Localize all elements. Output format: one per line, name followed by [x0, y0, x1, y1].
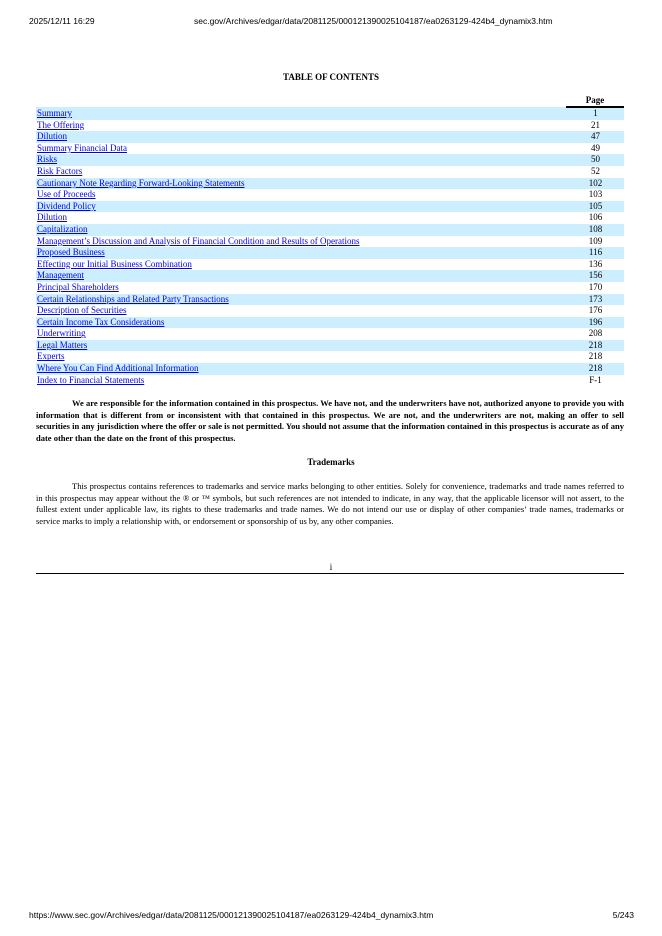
toc-row [36, 143, 624, 155]
toc-entry-cell [36, 224, 566, 236]
toc-entry-cell [36, 282, 566, 294]
toc-entry-cell [36, 143, 566, 155]
toc-entry-link[interactable]: Index to Financial Statements [37, 374, 145, 385]
toc-row [36, 166, 624, 178]
toc-page-number: 47 [566, 131, 624, 143]
toc-page-number: 52 [591, 165, 600, 176]
toc-row [36, 259, 624, 271]
toc-page-number: 103 [588, 189, 603, 200]
toc-row [36, 178, 624, 190]
toc-entry-cell [36, 178, 566, 190]
toc-entry-link[interactable]: Dilution [37, 212, 68, 223]
toc-entry-link[interactable]: Summary Financial Data [37, 142, 127, 153]
toc-page-number: 108 [566, 224, 624, 236]
toc-page-number: 106 [588, 212, 603, 223]
print-datetime: 2025/12/11 16:29 [29, 16, 95, 26]
toc-entry-cell [36, 236, 566, 248]
print-page-counter: 5/243 [612, 910, 634, 920]
page-number: i [329, 562, 333, 572]
toc-entry-cell [36, 107, 566, 120]
toc-entry-link[interactable]: Underwriting [37, 328, 86, 339]
print-page-title: sec.gov/Archives/edgar/data/2081125/000121390025104187/ea0263129-424b4_dynamix3.htm [194, 16, 553, 26]
toc-page-number: 196 [566, 317, 624, 329]
toc-entry-cell [36, 270, 566, 282]
toc-entry-cell [36, 166, 566, 178]
print-url: https://www.sec.gov/Archives/edgar/data/2081125/000121390025104187/ea0263129-424b4_dynamix3.htm [29, 910, 434, 920]
toc-entry-cell [36, 351, 566, 363]
toc-entry-cell [36, 201, 566, 213]
toc-entry-cell [36, 328, 566, 340]
toc-page-header: Page [566, 94, 624, 107]
toc-row [36, 189, 624, 201]
toc-entry-link[interactable]: Risks [37, 154, 58, 165]
toc-table [36, 94, 624, 386]
toc-entry-cell [36, 375, 566, 387]
toc-row [36, 247, 624, 259]
toc-page-number: 49 [591, 142, 600, 153]
trademarks-title: Trademarks [307, 457, 355, 467]
toc-entry-link[interactable]: Use of Proceeds [37, 189, 96, 200]
toc-entry-link[interactable]: Description of Securities [37, 305, 127, 316]
toc-body [36, 107, 624, 386]
toc-row [36, 131, 624, 143]
toc-entry-cell [36, 189, 566, 201]
toc-entry-link[interactable]: Effecting our Initial Business Combination [37, 258, 192, 269]
toc-entry-cell [36, 247, 566, 259]
toc-row [36, 120, 624, 132]
toc-entry-cell [36, 259, 566, 271]
toc-entry-link[interactable]: Management [37, 270, 84, 281]
toc-row [36, 363, 624, 375]
toc-page-number: 105 [566, 201, 624, 213]
toc-entry-link[interactable]: Management’s Discussion and Analysis of Financial Condition and Results of Operations [37, 235, 360, 246]
toc-entry-cell [36, 340, 566, 352]
page-rule [36, 573, 624, 574]
toc-entry-cell [36, 317, 566, 329]
toc-entry-link[interactable]: Experts [37, 351, 65, 362]
toc-entry-cell [36, 154, 566, 166]
toc-header-row [36, 94, 624, 107]
toc-page-number: 218 [588, 351, 603, 362]
trademarks-paragraph: This prospectus contains references to trademarks and service marks belonging to other entities. Solely for convenience, trademarks and trade names referred to in this prospectus may appear without the ® or ™ symbols, but such references are not intended to indicate, in any way, that the applicable licensor will not assert, to the fullest extent under applicable law, its rights to these trademarks and trade names. We do not intend our use or display of other companies’ trade names, trademarks or service marks to imply a relationship with, or endorsement or sponsorship of us by, any other companies. [36, 481, 624, 526]
toc-row [36, 224, 624, 236]
toc-page-number: 102 [566, 178, 624, 190]
toc-entry-link[interactable]: Where You Can Find Additional Information [37, 363, 199, 374]
toc-entry-link[interactable]: Certain Income Tax Considerations [37, 316, 165, 327]
toc-entry-link[interactable]: Summary [37, 107, 72, 118]
toc-row [36, 270, 624, 282]
toc-page-number: 173 [566, 294, 624, 306]
toc-row [36, 294, 624, 306]
toc-row [36, 317, 624, 329]
toc-row [36, 328, 624, 340]
toc-entry-cell [36, 131, 566, 143]
toc-page-number: 116 [566, 247, 624, 259]
toc-entry-cell [36, 305, 566, 317]
toc-entry-link[interactable]: Certain Relationships and Related Party Transactions [37, 293, 229, 304]
toc-page-number: 176 [588, 305, 603, 316]
toc-page-number: 218 [566, 340, 624, 352]
toc-page-number: 21 [591, 119, 600, 130]
toc-entry-link[interactable]: Risk Factors [37, 165, 83, 176]
toc-entry-link[interactable]: Cautionary Note Regarding Forward-Looking Statements [37, 177, 245, 188]
toc-entry-link[interactable]: The Offering [37, 119, 85, 130]
toc-row [36, 305, 624, 317]
toc-row [36, 340, 624, 352]
toc-row [36, 154, 624, 166]
toc-page-number: 1 [566, 107, 624, 120]
toc-row [36, 375, 624, 387]
toc-page-number: 109 [588, 235, 603, 246]
toc-page-number: 156 [566, 270, 624, 282]
responsibility-notice: We are responsible for the information contained in this prospectus. We have not, and the underwriters have not, authorized anyone to provide you with information that is different from or inconsistent with that contained in this prospectus. We are not, and the underwriters are not, making an offer to sell securities in any jurisdiction where the offer or sale is not permitted. You should not assume that the information contained in this prospectus is accurate as of any date other than the date on the front of this prospectus. [36, 398, 624, 443]
toc-entry-cell [36, 120, 566, 132]
toc-row [36, 201, 624, 213]
toc-page-number: 208 [588, 328, 603, 339]
toc-row [36, 351, 624, 363]
toc-entry-link[interactable]: Principal Shareholders [37, 281, 119, 292]
toc-page-number: F-1 [589, 374, 602, 385]
toc-page-number: 136 [588, 258, 603, 269]
toc-entry-link[interactable]: Proposed Business [37, 247, 105, 258]
toc-title: TABLE OF CONTENTS [282, 72, 380, 82]
toc-header-spacer [36, 94, 566, 107]
toc-page-number: 170 [588, 281, 603, 292]
toc-entry-link[interactable]: Legal Matters [37, 339, 88, 350]
toc-entry-cell [36, 212, 566, 224]
toc-row [36, 107, 624, 120]
toc-page-number: 50 [566, 154, 624, 166]
toc-page-number: 218 [566, 363, 624, 375]
toc-row [36, 212, 624, 224]
toc-row [36, 282, 624, 294]
toc-entry-cell [36, 294, 566, 306]
toc-row [36, 236, 624, 248]
toc-entry-link[interactable]: Dilution [37, 131, 68, 142]
toc-entry-cell [36, 363, 566, 375]
toc-entry-link[interactable]: Dividend Policy [37, 200, 96, 211]
toc-entry-link[interactable]: Capitalization [37, 223, 88, 234]
